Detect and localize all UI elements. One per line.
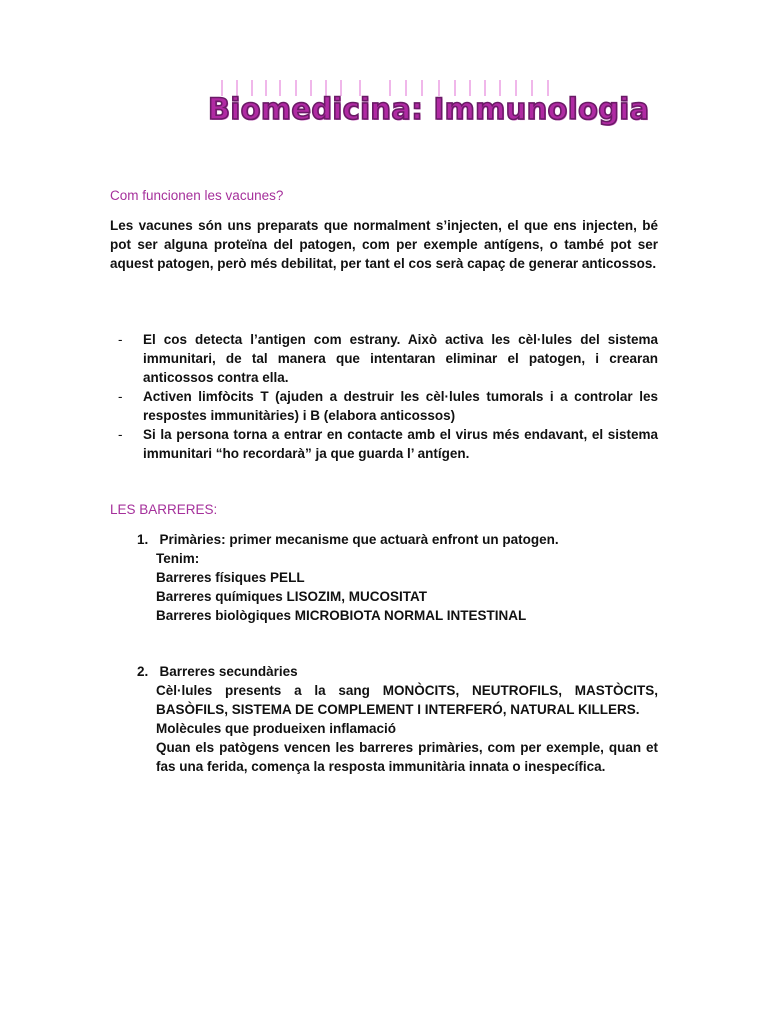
item-number: 1. (137, 532, 149, 547)
bullet-marker: - (118, 389, 123, 404)
item-line: Cèl·lules presents a la sang MONÒCITS, NEUTROFILS, MASTÒCITS, BASÒFILS, SISTEMA DE COMPLEMENT I INTERFERÓ, NATURAL KILLERS. (156, 683, 658, 717)
item-line: Barreres químiques LISOZIM, MUCOSITAT (156, 589, 428, 604)
item-line: Barreres biològiques MICROBIOTA NORMAL INTESTINAL (156, 608, 527, 623)
item-number: 2. (137, 664, 149, 679)
intro-paragraph: Les vacunes són uns preparats que normalment s’injecten, el que ens injecten, bé pot ser alguna proteïna del patogen, com per exemple antígens, o també pot ser aquest patogen, però més debilitat, per tant el cos serà capaç de generar anticossos. (110, 218, 658, 271)
list-item-text: Si la persona torna a entrar en contacte amb el virus més endavant, el sistema immunitari “ho recordarà” ja que guarda l’ antígen. (143, 427, 658, 461)
list-item (118, 387, 658, 425)
numbered-item-secundaries (137, 662, 658, 776)
item-heading-text: Primàries: primer mecanisme que actuarà enfront un patogen. (159, 532, 559, 547)
item-line: Barreres físiques PELL (156, 570, 305, 585)
list-item-text: Activen limfòcits T (ajuden a destruir les cèl·lules tumorals i a controlar les respostes immunitàries) i B (elabora anticossos) (143, 389, 658, 423)
title-banner (200, 78, 650, 130)
numbered-item-heading (137, 662, 658, 681)
page-title: Biomedicina: Immunologia (208, 92, 650, 126)
numbered-item-primaries (137, 530, 658, 625)
item-line: Tenim: (156, 551, 200, 566)
numbered-item-heading (137, 530, 658, 549)
list-item-text: El cos detecta l’antigen com estrany. Això activa les cèl·lules del sistema immunitari, de tal manera que intentaran eliminar el patogen, i crearan anticossos contra ella. (143, 332, 658, 385)
section-heading-vacunes: Com funcionen les vacunes? (110, 188, 284, 203)
item-heading-text: Barreres secundàries (159, 664, 298, 679)
item-line: Quan els patògens vencen les barreres primàries, com per exemple, quan et fas una ferida, comença la resposta immunitària innata o inespecífica. (156, 740, 658, 774)
list-item (118, 330, 658, 387)
bullet-marker: - (118, 427, 123, 442)
list-item (118, 425, 658, 463)
bullet-list (118, 330, 658, 463)
item-line: Molècules que produeixen inflamació (156, 721, 397, 736)
bullet-marker: - (118, 332, 123, 347)
section-heading-barreres: LES BARRERES: (110, 502, 218, 517)
